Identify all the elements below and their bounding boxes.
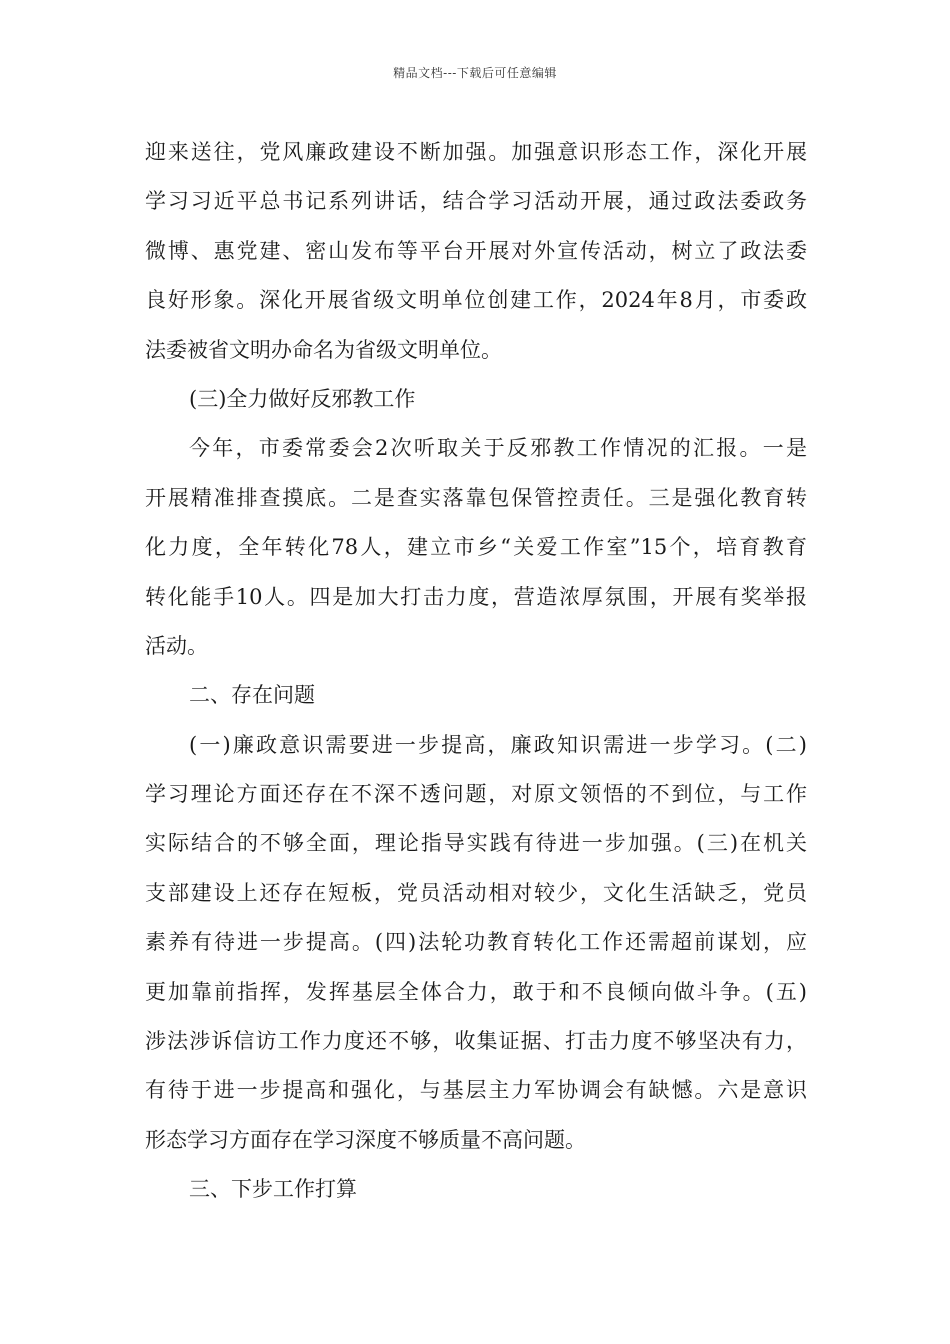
text-line: 迎来送往，党风廉政建设不断加强。加强意识形态工作，深化开展	[145, 140, 807, 164]
text-line: 法委被省文明办命名为省级文明单位。	[145, 337, 502, 362]
text-line: 支部建设上还存在短板，党员活动相对较少，文化生活缺乏，党员	[145, 880, 807, 905]
text-line: 今年，市委常委会2次听取关于反邪教工作情况的汇报。一是	[189, 436, 807, 461]
text-line: 涉法涉诉信访工作力度还不够，收集证据、打击力度不够坚决有力，	[145, 1029, 807, 1054]
text-line: 学习理论方面还存在不深不透问题，对原文领悟的不到位，与工作	[145, 782, 807, 807]
text-line: 形态学习方面存在学习深度不够质量不高问题。	[145, 1127, 586, 1152]
text-line: 微博、惠党建、密山发布等平台开展对外宣传活动，树立了政法委	[145, 238, 807, 263]
text-line: (一)廉政意识需要进一步提高，廉政知识需进一步学习。(二)	[189, 732, 807, 757]
text-line: (三)全力做好反邪教工作	[189, 386, 416, 411]
text-line: 有待于进一步提高和强化，与基层主力军协调会有缺憾。六是意识	[145, 1078, 807, 1103]
text-line: 学习习近平总书记系列讲话，结合学习活动开展，通过政法委政务	[145, 189, 807, 214]
text-line: 化力度，全年转化78人，建立市乡“关爱工作室”15个，培育教育	[145, 535, 807, 560]
document-body	[145, 128, 807, 1215]
text-line: 实际结合的不够全面，理论指导实践有待进一步加强。(三)在机关	[145, 831, 807, 856]
text-line: 二、存在问题	[189, 683, 315, 708]
text-line: 开展精准排查摸底。二是查实落靠包保管控责任。三是强化教育转	[145, 485, 807, 510]
page-header: 精品文档---下载后可任意编辑	[393, 66, 557, 80]
text-line: 三、下步工作打算	[189, 1177, 357, 1202]
text-line: 转化能手10人。四是加大打击力度，营造浓厚氛围，开展有奖举报	[145, 584, 807, 609]
text-line: 更加靠前指挥，发挥基层全体合力，敢于和不良倾向做斗争。(五)	[145, 979, 807, 1004]
text-line: 活动。	[145, 633, 208, 658]
text-line: 素养有待进一步提高。(四)法轮功教育转化工作还需超前谋划，应	[145, 930, 807, 955]
text-line: 良好形象。深化开展省级文明单位创建工作，2024年8月，市委政	[145, 288, 807, 313]
